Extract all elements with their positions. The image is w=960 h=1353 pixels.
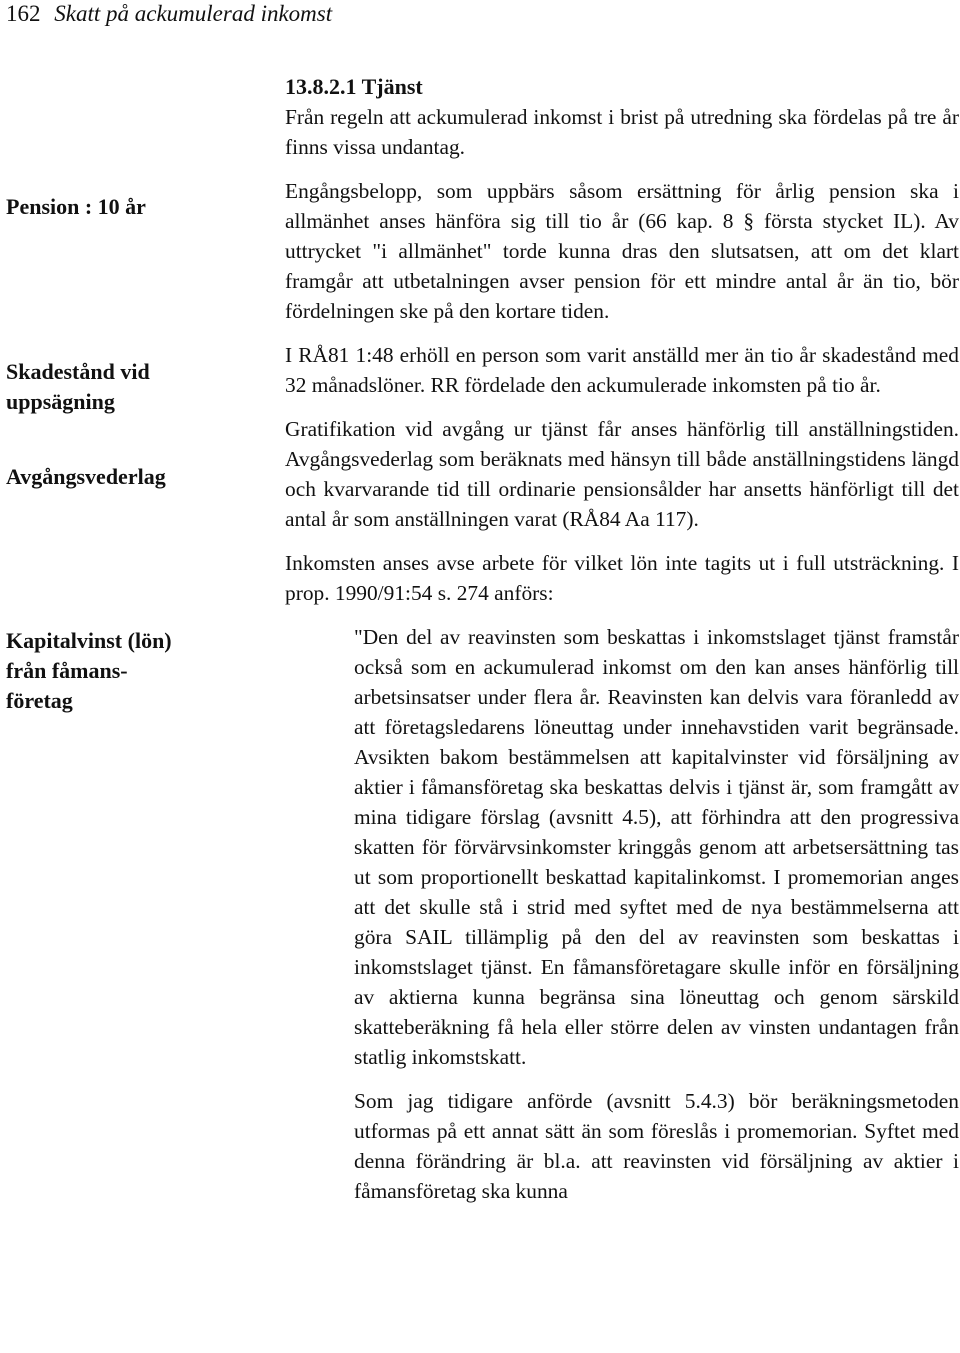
paragraph-pension: Engångsbelopp, som uppbärs såsom ersättning för årlig pension ska i allmänhet anses hänföra sig till tio år (66 kap. 8 § första stycket IL). Av uttrycket "i allmänhet" torde kunna dras den slutsatsen, att om det klart framgår att utbetalningen avser pension för ett mindre antal år än tio, bör fördelningen ske på den kortare tiden. (285, 179, 959, 323)
block-quote (354, 622, 959, 1206)
quote-paragraph-1: "Den del av reavinsten som beskattas i inkomstslaget tjänst framstår också som en ackumulerad inkomst om den kan anses hänförlig till arbetsinsatser under flera år. Reavinsten kan delvis vara föranledd av att företagsledarens löneuttag under innehavstiden varit begränsade. Avsikten bakom bestämmelsen att kapitalvinster vid försäljning av aktier i fåmansföretag ska beskattas delvis i tjänst är, som framgått av mina tidigare förslag (avsnitt 4.5), att förhindra att den progressiva skatten för förvärvsinkomster kringgås genom att arbetsersättning tas ut som proportionellt beskattad kapitalinkomst. I promemorian anges att det skulle stå i strid med syftet med de nya bestämmelserna att göra SAIL tillämplig på den del av reavinsten som beskattas i inkomstslaget tjänst. En fåmansföretagare skulle inför en försäljning av aktierna kunna begränsa sina löneuttag och genom särskild skatteberäkning få hela eller större delen av vinsten undantagen från statlig inkomstskatt. (354, 625, 959, 1069)
section-heading: 13.8.2.1 Tjänst (285, 74, 423, 99)
quote-paragraph-2: Som jag tidigare anförde (avsnitt 5.4.3) bör beräkningsmetoden utformas på ett annat sätt än som föreslås i promemorian. Syftet med denna förändring är bl.a. att reavinsten vid försäljning av aktier i fåmansföretag ska kunna (354, 1089, 959, 1203)
margin-note-kapitalvinst-line1: Kapitalvinst (lön) (6, 628, 172, 653)
margin-note-pension-text: Pension : 10 år (6, 194, 146, 219)
paragraph-skadestand: I RÅ81 1:48 erhöll en person som varit anställd mer än tio år skadestånd med 32 månadslöner. RR fördelade den ackumulerade inkomsten på tio år. (285, 343, 959, 397)
page-number: 162 (6, 1, 41, 26)
margin-note-kapitalvinst (6, 626, 246, 716)
margin-note-skadestand-line1: Skadestånd vid (6, 359, 150, 384)
paragraph-gratifikation: Gratifikation vid avgång ur tjänst får anses hänförlig till anställningstiden. Avgångsvederlag som beräknats med hänsyn till både anställningstidens längd och kvarvarande tid till ordinarie pensionsålder har ansetts hänförligt till det antal år som anställningen varat (RÅ84 Aa 117). (285, 417, 959, 531)
margin-note-skadestand (6, 357, 246, 417)
paragraph-intro: Från regeln att ackumulerad inkomst i brist på utredning ska fördelas på tre år finns vissa undantag. (285, 105, 959, 159)
running-title: Skatt på ackumulerad inkomst (54, 1, 333, 26)
main-content (285, 72, 959, 1206)
margin-note-pension (6, 192, 246, 222)
running-header (6, 0, 332, 28)
margin-note-kapitalvinst-line2: från fåmans- (6, 658, 128, 683)
margin-note-avgangsvederlag (6, 462, 246, 492)
margin-note-kapitalvinst-line3: företag (6, 688, 73, 713)
paragraph-inkomsten: Inkomsten anses avse arbete för vilket lön inte tagits ut i full utsträckning. I prop. 1990/91:54 s. 274 anförs: (285, 551, 959, 605)
margin-note-avgangsvederlag-text: Avgångsvederlag (6, 464, 166, 489)
margin-note-skadestand-line2: uppsägning (6, 389, 115, 414)
